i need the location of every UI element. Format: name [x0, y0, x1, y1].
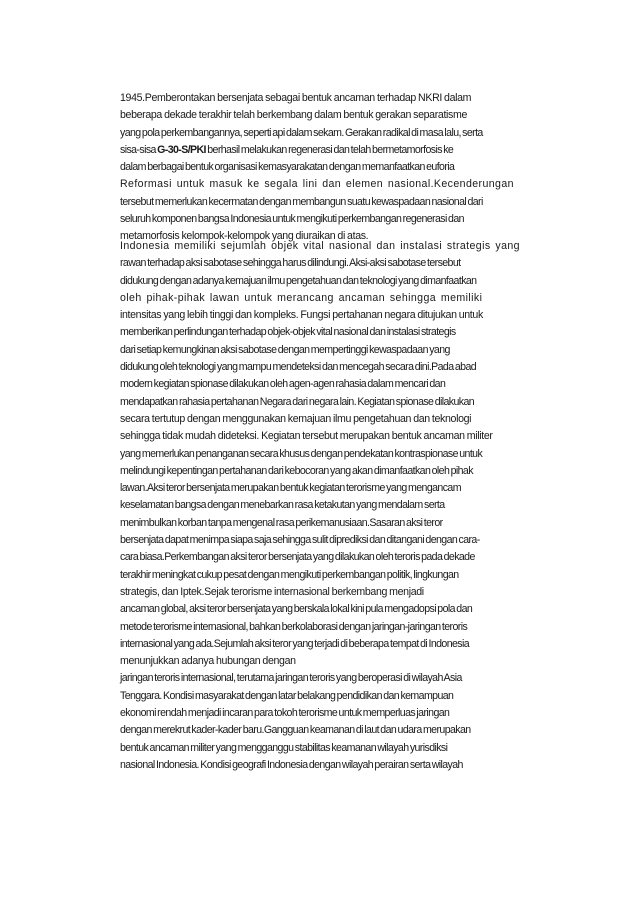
text-line: intensitas yang lebih tinggi dan kompleks. Fungsi pertahanan negara ditujukan untuk [120, 309, 483, 322]
text-line: didukung oleh teknologi yang mampu mendeteksi dan mencegah secara dini.Pada abad [120, 361, 477, 374]
text-line: rawan terhadap aksi sabotase sehingga harus dilindungi. Aksi-aksi sabotase tersebut [120, 257, 461, 270]
paragraph-1 [120, 90, 550, 246]
text-line: beberapa dekade terakhir telah berkembang dalam bentuk gerakan separatisme [120, 109, 468, 122]
text-line: yang memerlukan penanganan secara khusus dengan pendekatan kontraspionase untuk [120, 447, 483, 460]
text-line: seluruh komponen bangsa Indonesia untuk mengikuti perkembangan regenerasi dan [120, 213, 464, 226]
text-line [120, 142, 550, 159]
text-line: internasional yang ada.Sejumlah aksi teror yang terjadi di beberapa tempat di Indonesia [120, 637, 470, 650]
text-line: didukung dengan adanya kemajuan ilmu pengetahuan dan teknologi yang dimanfaatkan [120, 274, 477, 287]
text-line: ancaman global, aksi teror bersenjata yang berskala lokal kini pula mengadopsi pola dan [120, 603, 473, 616]
text-line: ekonomi rendah menjadi incaran para tokoh terorisme untuk memperluas jaringan [120, 707, 450, 720]
text-line: menunjukkan adanya hubungan dengan [120, 655, 296, 668]
text-segment: sisa-sisa [120, 143, 158, 156]
text-line: Reformasi untuk masuk ke segala lini dan elemen nasional.Kecenderungan [120, 178, 514, 191]
text-line: Tenggara. Kondisi masyarakat dengan latar belakang pendidikan dan kemampuan [120, 689, 454, 702]
text-line: cara biasa.Perkembangan aksi teror bersenjata yang dilakukan oleh teroris pada dekade [120, 551, 475, 564]
text-line: keselamatan bangsa dengan menebarkan rasa ketakutan yang mendalam serta [120, 499, 445, 512]
text-line: dengan merekrut kader-kader baru.Gangguan keamanan di laut dan udara merupakan [120, 724, 471, 737]
text-line: sehingga tidak mudah dideteksi. Kegiatan tersebut merupakan bentuk ancaman militer [120, 430, 493, 443]
text-line: metamorfosis kelompok-kelompok yang diuraikan di atas. [120, 230, 369, 243]
text-line: tersebut memerlukan kecermatan dengan membangun suatu kewaspadaan nasional dari [120, 195, 483, 208]
text-line: bersenjata dapat menimpa siapa saja sehingga sulit diprediksi dan ditangani dengan cara- [120, 534, 480, 547]
text-line: jaringan teroris internasional, terutama jaringan teroris yang beroperasi di wilayah Asia [120, 672, 462, 685]
text-segment: berhasil melakukan regenerasi dan telah bermetamorfosis ke [205, 143, 454, 156]
text-line: strategis, dan Iptek.Sejak terorisme internasional berkembang menjadi [120, 585, 424, 598]
text-line: bentuk ancaman militer yang mengganggu stabilitas keamanan wilayah yurisdiksi [120, 741, 448, 754]
text-line: nasional Indonesia. Kondisi geografi Indonesia dengan wilayah perairan serta wilayah [120, 758, 463, 771]
text-line: 1945.Pemberontakan bersenjata sebagai bentuk ancaman terhadap NKRI dalam [120, 92, 472, 104]
paragraph-2 [120, 238, 550, 774]
text-line: memberikan perlindungan terhadap objek-objek vital nasional dan instalasi strategis [120, 326, 456, 339]
text-line: oleh pihak-pihak lawan untuk merancang ancaman sehingga memiliki [120, 291, 483, 304]
text-line: melindungi kepentingan pertahanan dari kebocoran yang akan dimanfaatkan oleh pihak [120, 464, 473, 477]
text-line: menimbulkan korban tanpa mengenal rasa perikemanusiaan.Sasaran aksi teror [120, 516, 443, 529]
text-line: modern kegiatan spionase dilakukan oleh agen-agen rahasia dalam mencari dan [120, 378, 446, 391]
text-line: metode terorisme internasional, bahkan berkolaborasi dengan jaringan-jaringan teroris [120, 620, 468, 633]
bold-term: G-30-S/PKI [157, 143, 206, 156]
text-line: secara tertutup dengan menggunakan kemajuan ilmu pengetahuan dan teknologi [120, 412, 472, 425]
text-line: dari setiap kemungkinan aksi sabotase dengan mempertinggi kewaspadaan yang [120, 343, 450, 356]
text-line: lawan.Aksi teror bersenjata merupakan bentuk kegiatan terorisme yang mengancam [120, 482, 461, 495]
text-line: mendapatkan rahasia pertahanan Negara dari negara lain. Kegiatan spionase dilakukan [120, 395, 475, 408]
text-line: terakhir meningkat cukup pesat dengan mengikuti perkembangan politik, lingkungan [120, 568, 459, 581]
text-line: dalam berbagai bentuk organisasi kemasyarakatan dengan memanfaatkan euforia [120, 161, 455, 174]
text-line: Indonesia memiliki sejumlah objek vital nasional dan instalasi strategis yang [120, 240, 520, 252]
text-line: yang pola perkembangannya, seperti api dalam sekam. Gerakan radikal di masa lalu, serta [120, 126, 483, 139]
